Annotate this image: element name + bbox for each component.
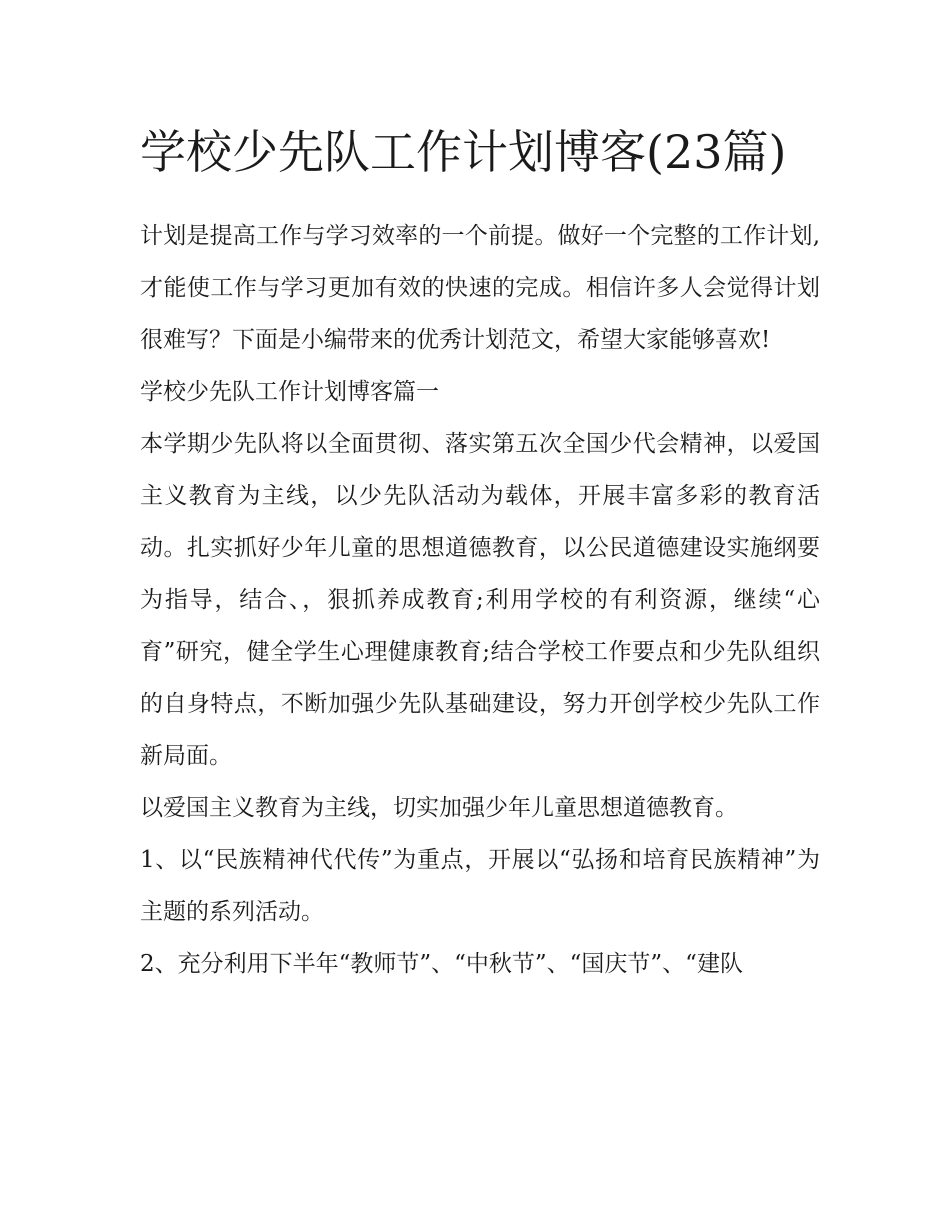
paragraph-body: 本学期少先队将以全面贯彻、落实第五次全国少代会精神，以爱国主义教育为主线，以少先队活动为载体，开展丰富多彩的教育活动。扎实抓好少年儿童的思想道德教育，以公民道德建设实施纲要为指导，结合、，狠抓养成教育;利用学校的有利资源，继续“心育”研究，健全学生心理健康教育;结合学校工作要点和少先队组织的自身特点，不断加强少先队基础建设，努力开创学校少先队工作新局面。 (140, 431, 820, 769)
section-heading: 学校少先队工作计划博客篇一 (140, 379, 439, 405)
document-page (140, 112, 820, 990)
list-item-2: 2、充分利用下半年“教师节”、“中秋节”、“国庆节”、“建队 (140, 951, 743, 977)
paragraph-main-line: 以爱国主义教育为主线，切实加强少年儿童思想道德教育。 (140, 795, 738, 821)
list-item-1: 1、以“民族精神代代传”为重点，开展以“弘扬和培育民族精神”为主题的系列活动。 (140, 847, 820, 925)
document-title: 学校少先队工作计划博客(23篇) (140, 125, 787, 179)
paragraph-intro: 计划是提高工作与学习效率的一个前提。做好一个完整的工作计划,才能使工作与学习更加有效的快速的完成。相信许多人会觉得计划很难写？下面是小编带来的优秀计划范文，希望大家能够喜欢! (140, 223, 820, 353)
